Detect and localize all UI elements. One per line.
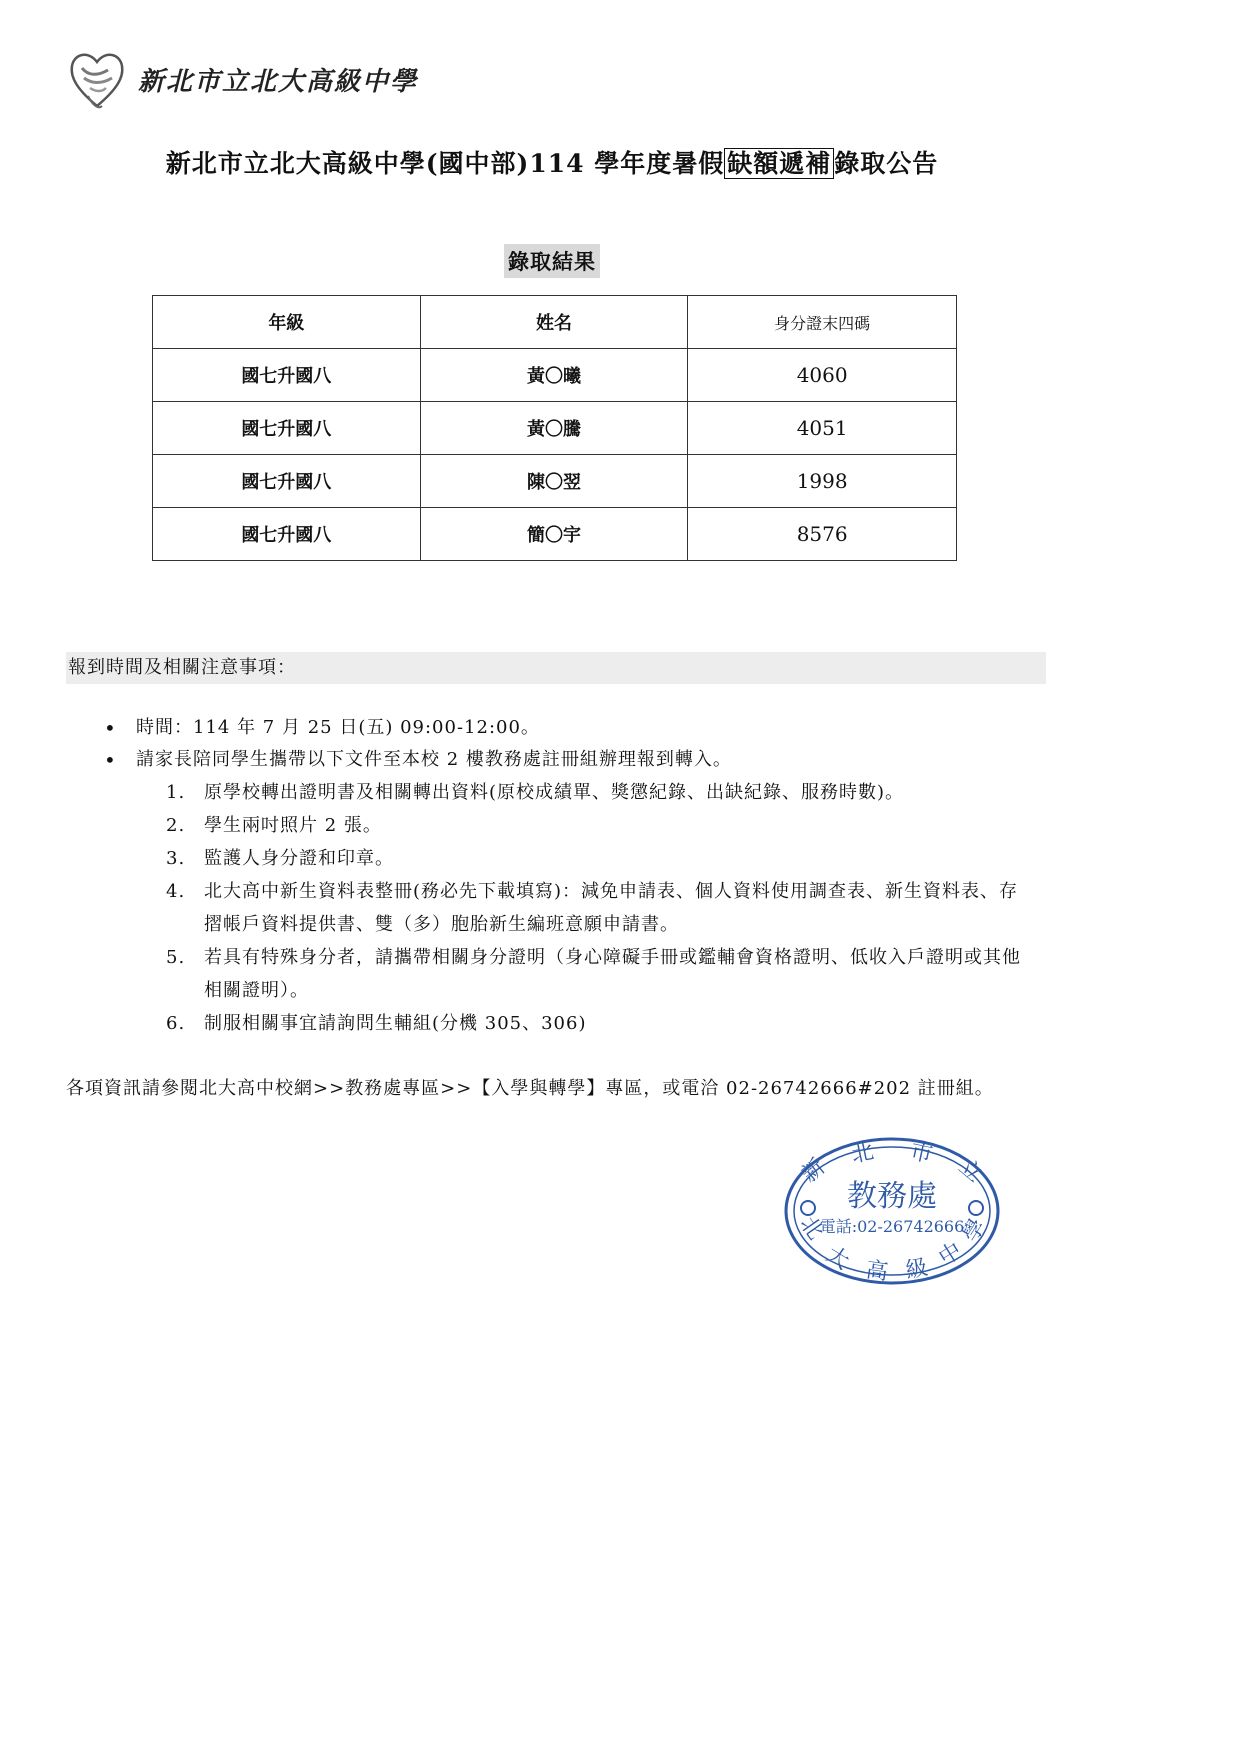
seal-flower-icon <box>969 1201 983 1215</box>
page-title <box>0 144 1104 180</box>
step-number: 4. <box>166 881 186 902</box>
bullet-documents-text: 請家長陪同學生攜帶以下文件至本校 2 樓教務處註冊組辦理報到轉入。 <box>136 749 732 770</box>
list-item <box>100 875 1034 941</box>
school-header <box>68 44 418 114</box>
seal-flower-icon <box>801 1201 815 1215</box>
school-logo-icon <box>68 46 126 112</box>
step-text: 制服相關事宜請詢問生輔組(分機 305、306) <box>204 1013 587 1034</box>
school-name-script: 新北市立北大高級中學 <box>138 66 419 97</box>
office-seal-stamp <box>782 1136 1002 1286</box>
bullet-documents <box>100 744 1050 776</box>
cell-grade: 國七升國八 <box>153 508 421 561</box>
table-row <box>153 508 957 561</box>
document-steps <box>100 776 1050 1040</box>
step-text: 北大高中新生資料表整冊(務必先下載填寫)：減免申請表、個人資料使用調查表、新生資料表、存摺帳戶資料提供書、雙（多）胞胎新生編班意願申請書。 <box>204 881 1019 935</box>
list-item <box>100 941 1034 1007</box>
seal-top-char: 新 <box>797 1154 831 1188</box>
cell-name: 簡〇宇 <box>420 508 688 561</box>
seal-top-char: 立 <box>953 1154 987 1188</box>
steps-container <box>100 776 1050 1040</box>
title-part2: 錄取公告 <box>834 149 939 178</box>
seal-bottom-char: 級 <box>903 1255 930 1284</box>
cell-name: 黃〇曦 <box>420 349 688 402</box>
table-row <box>153 349 957 402</box>
section-heading <box>0 244 1104 278</box>
section-heading-label: 錄取結果 <box>504 244 600 278</box>
admission-results-table <box>152 295 957 561</box>
list-item <box>100 776 1034 809</box>
cell-grade: 國七升國八 <box>153 402 421 455</box>
step-number: 2. <box>166 815 186 836</box>
step-text: 原學校轉出證明書及相關轉出資料(原校成績單、獎懲紀錄、出缺紀錄、服務時數)。 <box>204 782 905 803</box>
cell-name: 黃〇騰 <box>420 402 688 455</box>
step-number: 5. <box>166 947 186 968</box>
cell-id-last4: 4051 <box>688 402 957 455</box>
cell-id-last4: 1998 <box>688 455 957 508</box>
header-id-last4: 身分證末四碼 <box>688 296 957 349</box>
notice-list <box>100 712 1050 1040</box>
list-item <box>100 842 1034 875</box>
step-text: 學生兩吋照片 2 張。 <box>204 815 382 836</box>
cell-id-last4: 8576 <box>688 508 957 561</box>
seal-bottom-char: 高 <box>864 1257 890 1286</box>
step-number: 6. <box>166 1013 186 1034</box>
seal-center-text: 教務處 <box>847 1179 937 1214</box>
seal-bottom-char: 中 <box>934 1238 967 1271</box>
seal-bottom-char: 學 <box>958 1214 991 1247</box>
notice-heading: 報到時間及相關注意事項： <box>66 652 1046 684</box>
footer-info: 各項資訊請參閱北大高中校網>>教務處專區>>【入學與轉學】專區，或電洽 02-26742666#202 註冊組。 <box>66 1078 994 1099</box>
step-number: 3. <box>166 848 186 869</box>
seal-phone-text: 電話:02-26742666 <box>819 1217 965 1236</box>
cell-grade: 國七升國八 <box>153 455 421 508</box>
bullet-time: • 時間：114 年 7 月 25 日(五) 09:00-12:00。 <box>100 712 1050 744</box>
table-row <box>153 402 957 455</box>
seal-bottom-char: 北 <box>794 1212 828 1245</box>
header-grade: 年級 <box>153 296 421 349</box>
seal-bottom-char: 大 <box>821 1242 854 1275</box>
title-part1: 新北市立北大高級中學(國中部)114 學年度暑假 <box>165 149 725 178</box>
table-header-row <box>153 296 957 349</box>
list-item <box>100 1007 1034 1040</box>
header-name: 姓名 <box>420 296 688 349</box>
cell-grade: 國七升國八 <box>153 349 421 402</box>
step-number: 1. <box>166 782 186 803</box>
seal-top-char: 市 <box>907 1139 935 1169</box>
step-text: 監護人身分證和印章。 <box>204 848 394 869</box>
seal-top-char: 北 <box>849 1139 877 1169</box>
cell-name: 陳〇翌 <box>420 455 688 508</box>
step-text: 若具有特殊身分者，請攜帶相關身分證明（身心障礙手冊或鑑輔會資格證明、低收入戶證明或其他相關證明）。 <box>204 947 1021 1001</box>
cell-id-last4: 4060 <box>688 349 957 402</box>
title-boxed: 缺額遞補 <box>724 148 834 179</box>
table-row <box>153 455 957 508</box>
list-item <box>100 809 1034 842</box>
